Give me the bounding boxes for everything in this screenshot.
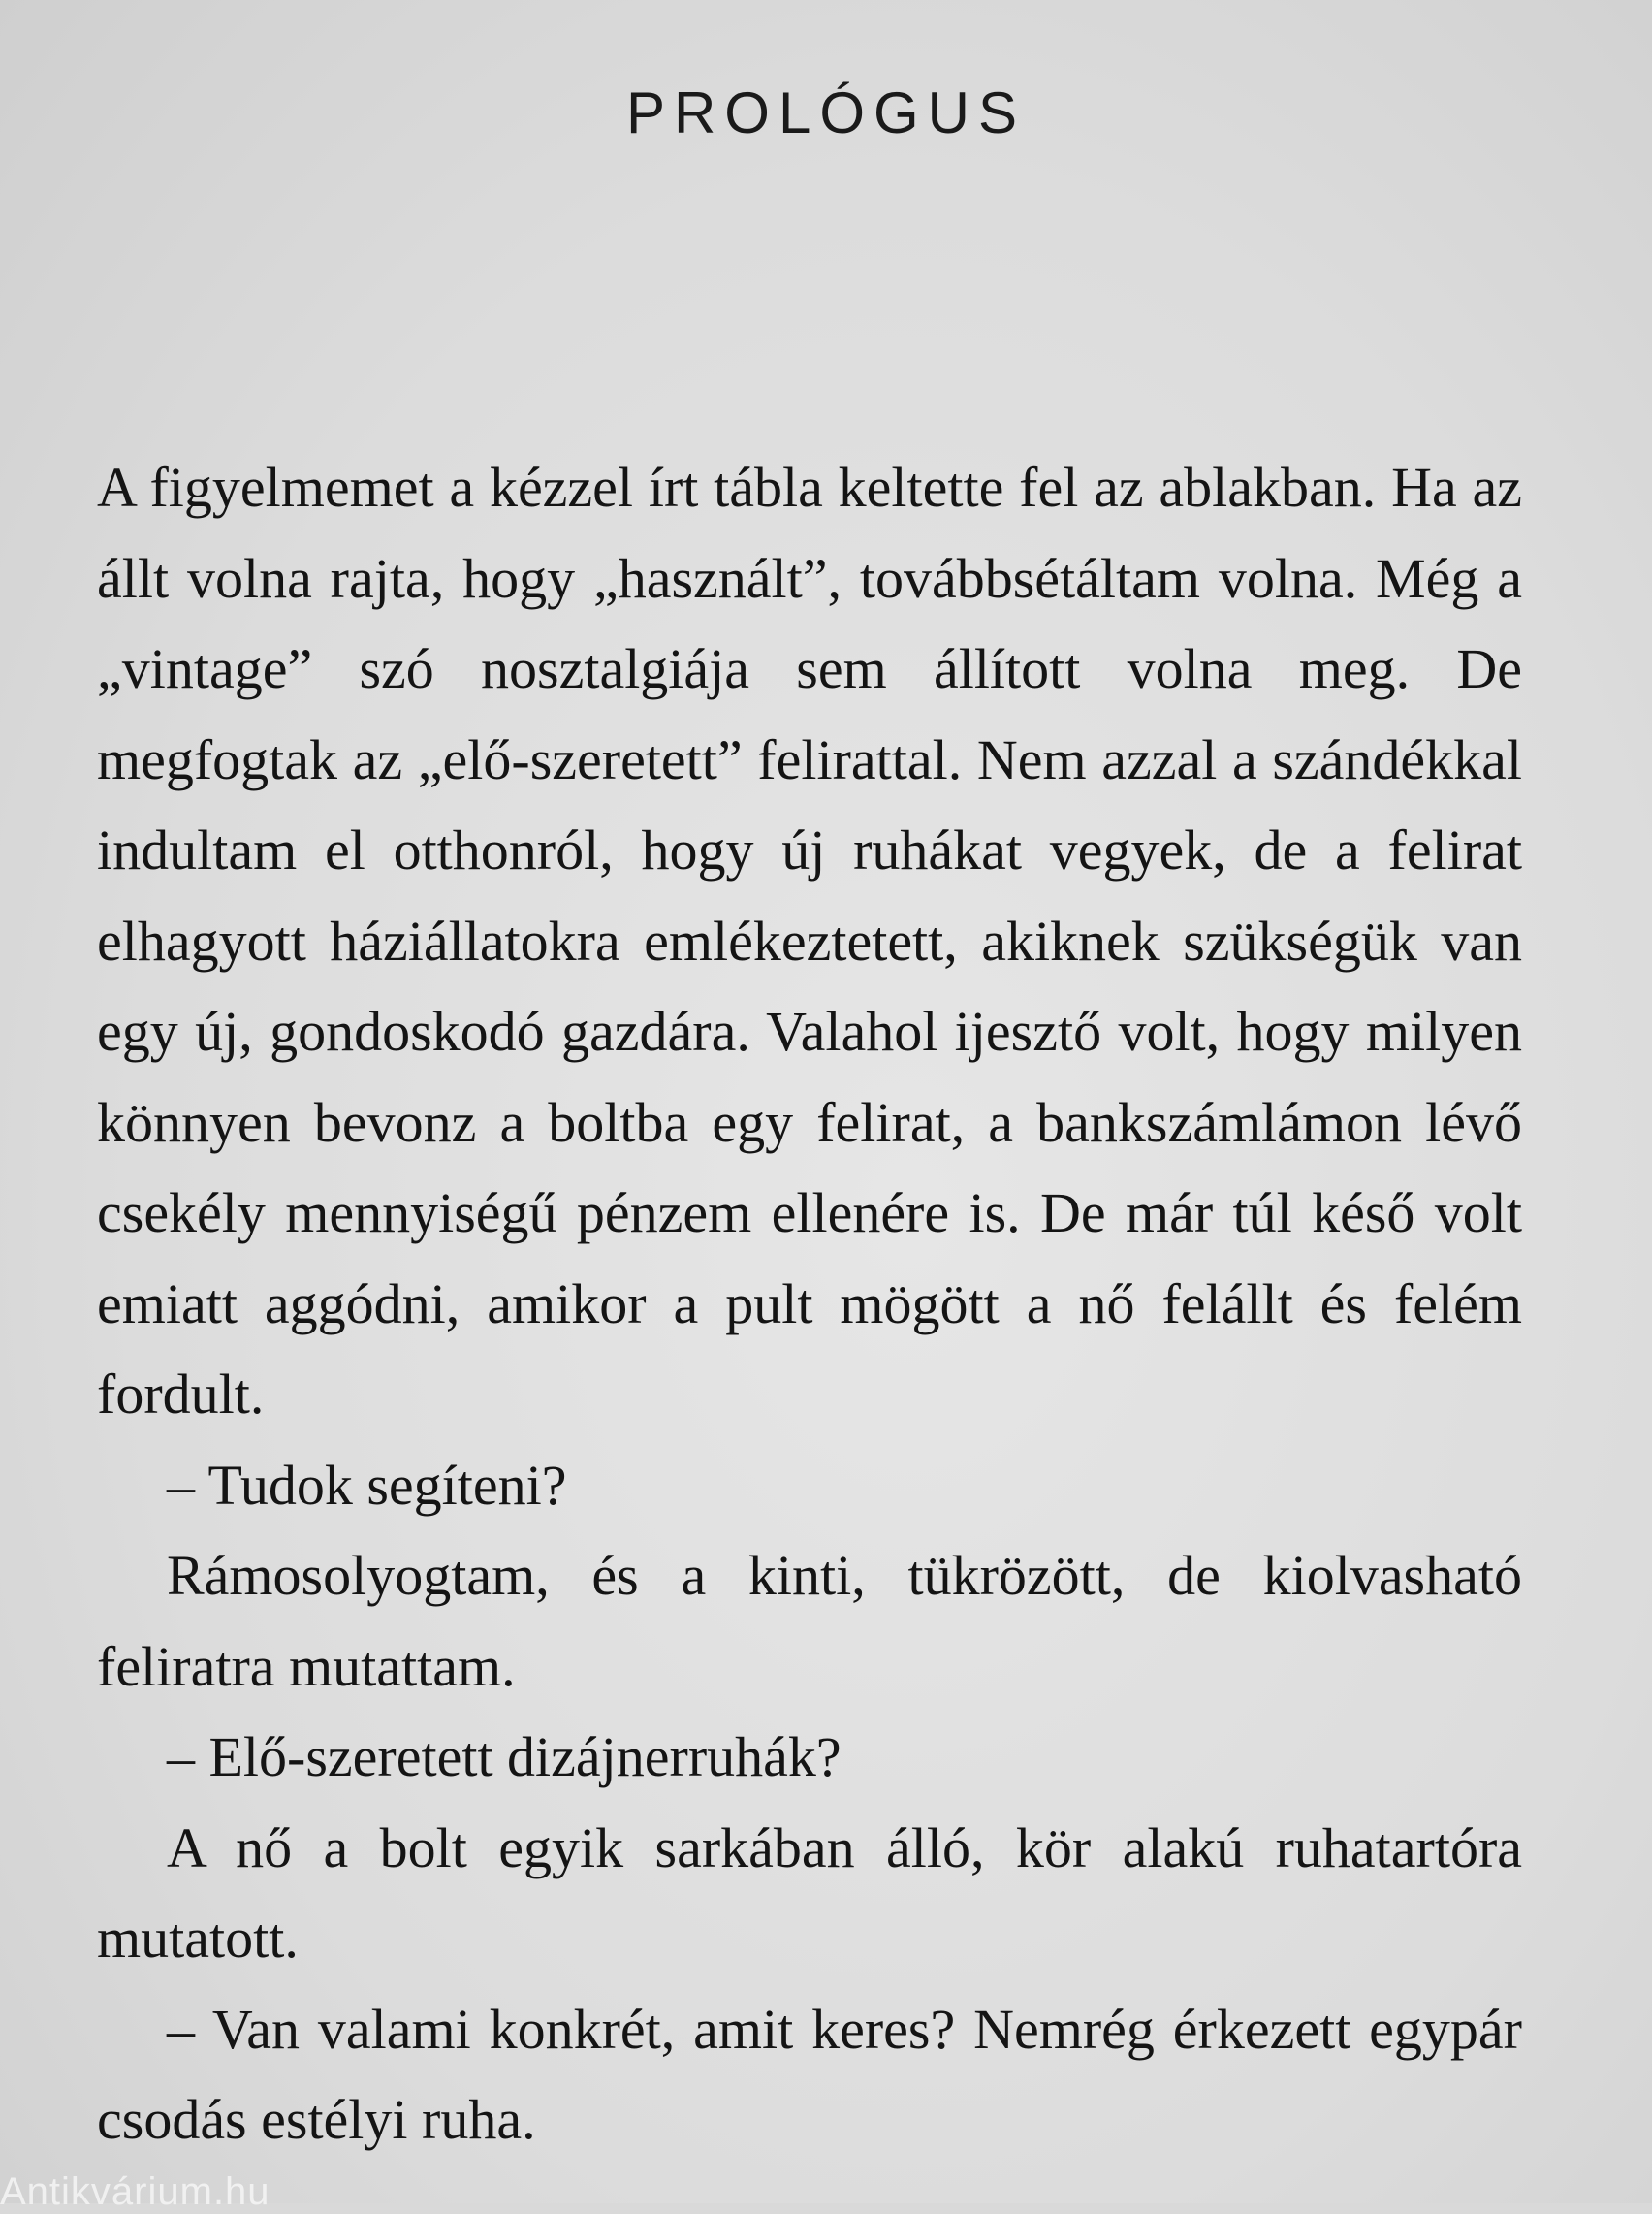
chapter-title: PROLÓGUS [625, 80, 1027, 145]
dialog-line: – Van valami konkrét, amit keres? Nemrég érkezett egypár csodás estélyi ruha. [97, 1997, 1522, 2151]
paragraph: A nő a bolt egyik sarkában álló, kör alakú ruhatartóra mutatott. [97, 1815, 1522, 1970]
paragraph: A figyelmemet a kézzel írt tábla keltette fel az ablakban. Ha az állt volna rajta, hogy „használt”, továbbsétáltam volna. Még a „vintage” szó nosztalgiája sem állított volna meg. De megfogtak az „elő-szeretett” felirattal. Nem azzal a szándékkal indultam el otthonról, hogy új ruhákat vegyek, de a felirat elhagyott háziállatokra emlékeztetett, akiknek szükségük van egy új, gondoskodó gazdára. Valahol ijesztő volt, hogy milyen könnyen bevonz a boltba egy felirat, a bankszámlámon lévő csekély mennyiségű pénzem ellenére is. De már túl késő volt emiatt aggódni, amikor a pult mögött a nő felállt és felém fordult. [97, 456, 1522, 1426]
body-text [97, 442, 1522, 2166]
paragraph: Rámosolyogtam, és a kinti, tükrözött, de kiolvasható feliratra mutattam. [97, 1544, 1522, 1698]
dialog-line: – Elő-szeretett dizájnerruhák? [167, 1725, 842, 1788]
dialog-line: – Tudok segíteni? [167, 1453, 567, 1517]
watermark: Antikvárium.hu [0, 2170, 270, 2213]
